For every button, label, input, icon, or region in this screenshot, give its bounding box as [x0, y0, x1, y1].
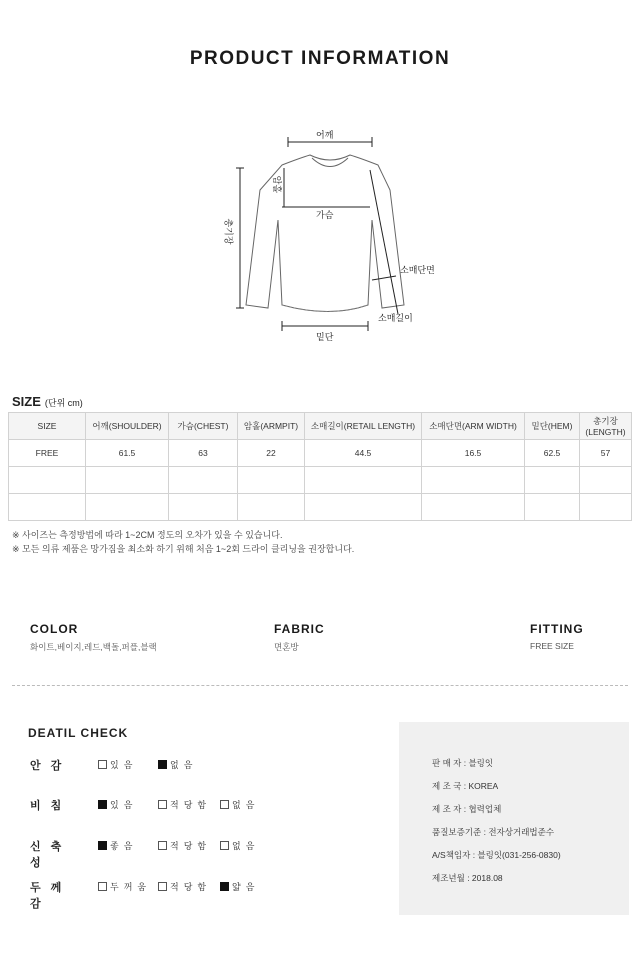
detail-option-text: 적당함 [170, 882, 212, 892]
table-cell [238, 467, 305, 494]
detail-option-text: 좋음 [110, 841, 138, 851]
seller-info-line: A/S책임자 : 블링잇(031-256-0830) [432, 850, 561, 860]
detail-row-label: 두께감 [30, 882, 72, 910]
size-heading [12, 394, 83, 409]
table-cell [9, 467, 86, 494]
size-unit: (단위 cm) [44, 398, 83, 408]
table-row [9, 494, 632, 521]
detail-option-text: 없음 [232, 800, 260, 810]
detail-option [98, 798, 137, 811]
size-col-header: 어깨(SHOULDER) [86, 413, 169, 440]
table-cell [169, 467, 238, 494]
detail-option [220, 880, 259, 893]
diagram-label-chest: 가슴 [316, 210, 334, 220]
checkbox-icon [98, 760, 107, 769]
note-line: ※ 모든 의류 제품은 망가짐을 최소화 하기 위해 처음 1~2회 드라이 클리닝을 권장합니다. [12, 544, 355, 554]
size-col-header: SIZE [9, 413, 86, 440]
size-col-header: 총기장(LENGTH) [580, 413, 632, 440]
table-row [9, 440, 632, 467]
size-table [8, 412, 632, 521]
size-col-header: 밑단(HEM) [525, 413, 580, 440]
size-col-header: 소매단면(ARM WIDTH) [422, 413, 525, 440]
detail-option-text: 얇음 [232, 882, 260, 892]
color-block [30, 622, 157, 653]
detail-option [158, 839, 211, 852]
table-cell [422, 494, 525, 521]
detail-option-text: 적당함 [170, 800, 212, 810]
detail-option [98, 839, 137, 852]
seller-info-line: 품질보증기준 : 전자상거래법준수 [432, 827, 555, 837]
table-cell [238, 494, 305, 521]
fitting-heading: FITTING [530, 622, 584, 636]
color-value: 화이트,베이지,레드,백돌,퍼플,블랙 [30, 642, 157, 652]
detail-option-text: 적당함 [170, 841, 212, 851]
checkbox-checked-icon [220, 882, 229, 891]
detail-option [98, 880, 151, 893]
detail-option [220, 839, 259, 852]
detail-option-text: 없음 [232, 841, 260, 851]
section-divider [12, 685, 628, 686]
size-table-header-row [9, 413, 632, 440]
note-line: ※ 사이즈는 측정방법에 따라 1~2CM 정도의 오차가 있을 수 있습니다. [12, 530, 283, 540]
diagram-label-sleeve-length: 소매길이 [378, 313, 413, 323]
diagram-label-shoulder: 어깨 [316, 130, 334, 140]
seller-info-line: 제 조 국 : KOREA [432, 781, 499, 791]
checkbox-checked-icon [98, 841, 107, 850]
detail-option [220, 798, 259, 811]
table-cell [9, 494, 86, 521]
checkbox-checked-icon [98, 800, 107, 809]
table-cell: 44.5 [305, 440, 422, 467]
table-cell [86, 494, 169, 521]
table-cell [580, 467, 632, 494]
detail-option-text: 있음 [110, 760, 138, 770]
fabric-block [274, 622, 325, 653]
detail-option [158, 880, 211, 893]
size-notes [12, 528, 354, 556]
table-cell: 63 [169, 440, 238, 467]
diagram-label-arm-width: 소매단면 [400, 265, 435, 275]
table-cell: 57 [580, 440, 632, 467]
page-title: PRODUCT INFORMATION [189, 48, 451, 69]
table-cell: 22 [238, 440, 305, 467]
seller-info-box [399, 722, 629, 915]
checkbox-icon [98, 882, 107, 891]
table-cell [525, 494, 580, 521]
table-cell [86, 467, 169, 494]
detail-row-label: 안감 [30, 760, 72, 772]
checkbox-icon [158, 882, 167, 891]
fitting-block [530, 622, 584, 651]
detail-row-label: 신축성 [30, 841, 72, 869]
table-cell: 16.5 [422, 440, 525, 467]
checkbox-icon [220, 841, 229, 850]
table-cell: 62.5 [525, 440, 580, 467]
detail-option [158, 758, 197, 771]
size-col-header: 암홀(ARMPIT) [238, 413, 305, 440]
size-col-header: 가슴(CHEST) [169, 413, 238, 440]
table-row [9, 467, 632, 494]
measurement-diagram [220, 120, 440, 350]
detail-option [158, 798, 211, 811]
table-cell [305, 467, 422, 494]
checkbox-icon [158, 841, 167, 850]
checkbox-icon [158, 800, 167, 809]
table-cell [305, 494, 422, 521]
seller-info-line: 제 조 자 : 협력업체 [432, 804, 502, 814]
table-cell [580, 494, 632, 521]
checkbox-icon [220, 800, 229, 809]
table-cell: 61.5 [86, 440, 169, 467]
checkbox-checked-icon [158, 760, 167, 769]
detail-option-text: 있음 [110, 800, 138, 810]
fabric-value: 면혼방 [274, 642, 299, 652]
seller-info-line: 제조년월 : 2018.08 [432, 873, 503, 883]
table-cell: FREE [9, 440, 86, 467]
diagram-label-armpit: 암홀 [272, 175, 283, 194]
table-cell [169, 494, 238, 521]
detail-option-text: 없음 [170, 760, 198, 770]
seller-info-line: 판 매 자 : 블링잇 [432, 758, 494, 768]
table-cell [422, 467, 525, 494]
detail-check-heading: DEATIL CHECK [28, 726, 129, 740]
fitting-value: FREE SIZE [530, 641, 574, 651]
table-cell [525, 467, 580, 494]
diagram-label-length: 총기장 [223, 218, 234, 245]
diagram-label-hem: 밑단 [316, 332, 334, 342]
color-heading: COLOR [30, 622, 79, 636]
detail-row-label: 비침 [30, 800, 72, 812]
detail-option-text: 두꺼움 [110, 882, 152, 892]
size-col-header: 소매길이(RETAIL LENGTH) [305, 413, 422, 440]
fabric-heading: FABRIC [274, 622, 325, 636]
size-heading-text: SIZE [12, 394, 41, 409]
detail-option [98, 758, 137, 771]
